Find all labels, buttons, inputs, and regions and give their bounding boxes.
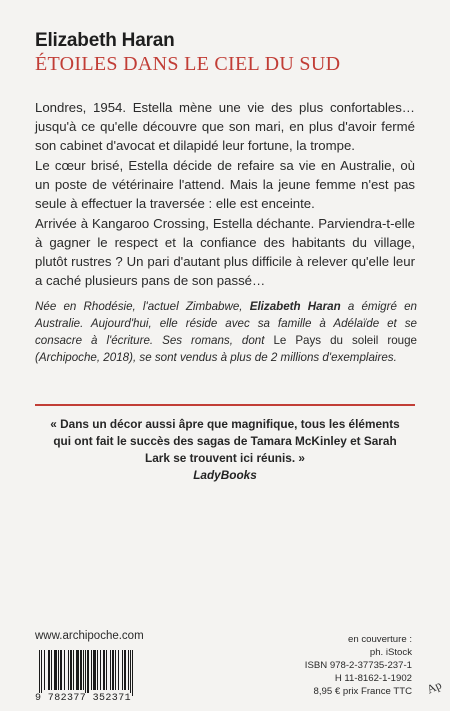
h-code: H 11-8162-1-1902 [334, 673, 412, 684]
quote-source: LadyBooks [193, 468, 257, 482]
cover-credit-label: en couverture : [348, 634, 412, 645]
blurb-paragraph-3: Arrivée à Kangaroo Crossing, Estella déchante. Parviendra-t-elle à gagner le respect et la confiance des habitants du village, plutôt rustres ? Un pari d'autant plus difficile à relever qu'elle leur a caché plusieurs pans de son passé… [35, 216, 415, 288]
bio-text-1: Née en Rhodésie, l'actuel Zimbabwe, [35, 300, 250, 313]
credits-block [305, 633, 412, 698]
bio-author-name: Elizabeth Haran [249, 300, 341, 313]
bio-text-2: a émigré en Australie. Aujourd'hui, elle réside avec sa famille à Adélaïde et se consacre à l'écriture. Ses romans, dont [35, 300, 418, 347]
cover-credit-value: ph. iStock [369, 647, 412, 658]
barcode-digits: 9 782377 352371 [35, 693, 132, 704]
author-bio [35, 298, 417, 366]
divider-rule [35, 404, 415, 406]
author-name: Elizabeth Haran [35, 30, 175, 51]
bio-book-title: Le Pays du soleil rouge [273, 334, 417, 347]
publisher-website: www.archipoche.com [35, 630, 144, 642]
barcode-icon [35, 650, 173, 696]
blurb-paragraph-2: Le cœur brisé, Estella décide de refaire sa vie en Australie, où un poste de vétérinaire l'attend. Mais la jeune femme n'est pas seule à effectuer la traversée : elle est enceinte. [35, 158, 415, 211]
press-quote: « Dans un décor aussi âpre que magnifique, tous les éléments qui ont fait le succès des sagas de Tamara McKinley et Sarah Lark se trouvent ici réunis. » [50, 417, 400, 465]
bio-text-3: (Archipoche, 2018), se sont vendus à plus de 2 millions d'exemplaires. [35, 351, 397, 364]
price: 8,95 € prix France TTC [313, 686, 412, 697]
book-title: ÉTOILES DANS LE CIEL DU SUD [35, 53, 341, 75]
blurb-paragraph-1: Londres, 1954. Estella mène une vie des plus confortables… jusqu'à ce qu'elle découvre que son mari, en plus d'avoir fermé son cabinet d'avocat et dilapidé leur fortune, la trompe. [35, 100, 415, 153]
publisher-logo-icon: Ap [424, 677, 445, 697]
isbn: ISBN 978-2-37735-237-1 [304, 660, 412, 671]
